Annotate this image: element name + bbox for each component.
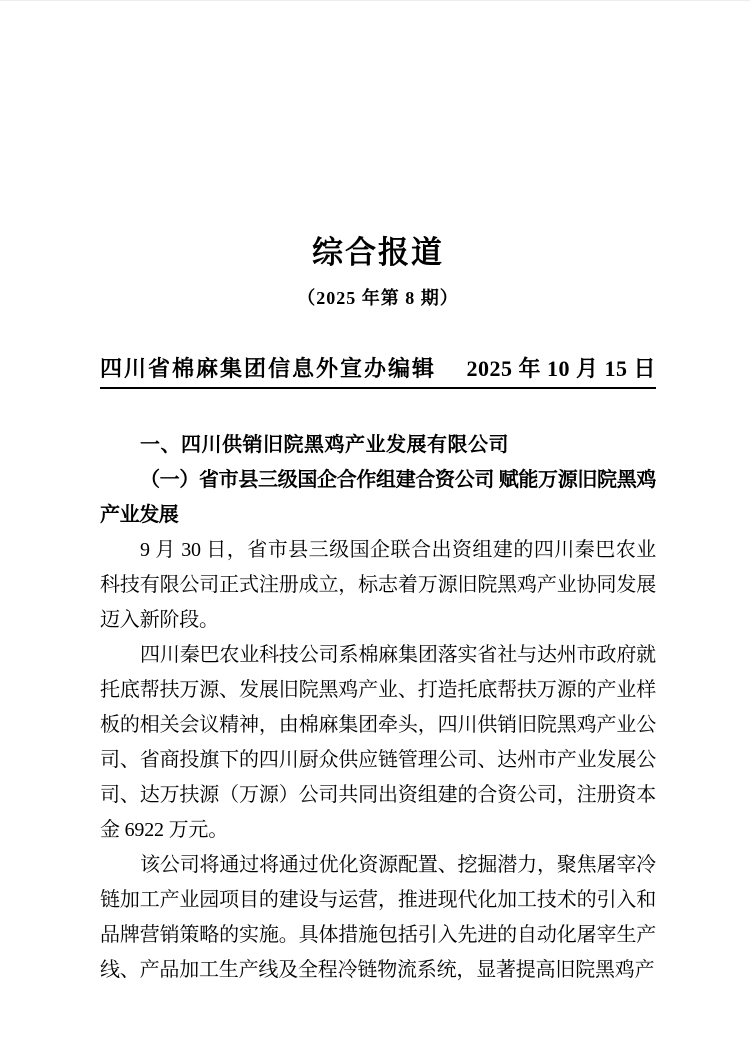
masthead-line: [100, 355, 656, 389]
editor-credit: 四川省棉麻集团信息外宣办编辑: [100, 356, 437, 381]
issue-number-line: （2025 年第 8 期）: [297, 288, 459, 308]
publish-date: 2025 年 10 月 15 日: [466, 356, 656, 381]
article-body: [100, 428, 656, 988]
body-paragraph: 四川秦巴农业科技公司系棉麻集团落实省社与达州市政府就托底帮扶万源、发展旧院黑鸡产业、打造托底帮扶万源的产业样板的相关会议精神，由棉麻集团牵头，四川供销旧院黑鸡产业公司、省商投旗下的四川厨众供应链管理公司、达州市产业发展公司、达万扶源（万源）公司共同出资组建的合资公司，注册资本金 6922 万元。: [100, 644, 656, 841]
body-paragraph: 9 月 30 日，省市县三级国企联合出资组建的四川秦巴农业科技有限公司正式注册成立，标志着万源旧院黑鸡产业协同发展迈入新阶段。: [100, 539, 656, 631]
body-paragraph: 该公司将通过将通过优化资源配置、挖掘潜力，聚焦屠宰冷链加工产业园项目的建设与运营，推进现代化加工技术的引入和品牌营销策略的实施。具体措施包括引入先进的自动化屠宰生产线、产品加工生产线及全程冷链物流系统，显著提高旧院黑鸡产: [100, 854, 656, 981]
section-heading: 一、四川供销旧院黑鸡产业发展有限公司: [140, 434, 509, 456]
document-title: 综合报道: [312, 235, 444, 270]
subsection-heading: （一）省市县三级国企合作组建合资公司 赋能万源旧院黑鸡产业发展: [100, 469, 656, 526]
